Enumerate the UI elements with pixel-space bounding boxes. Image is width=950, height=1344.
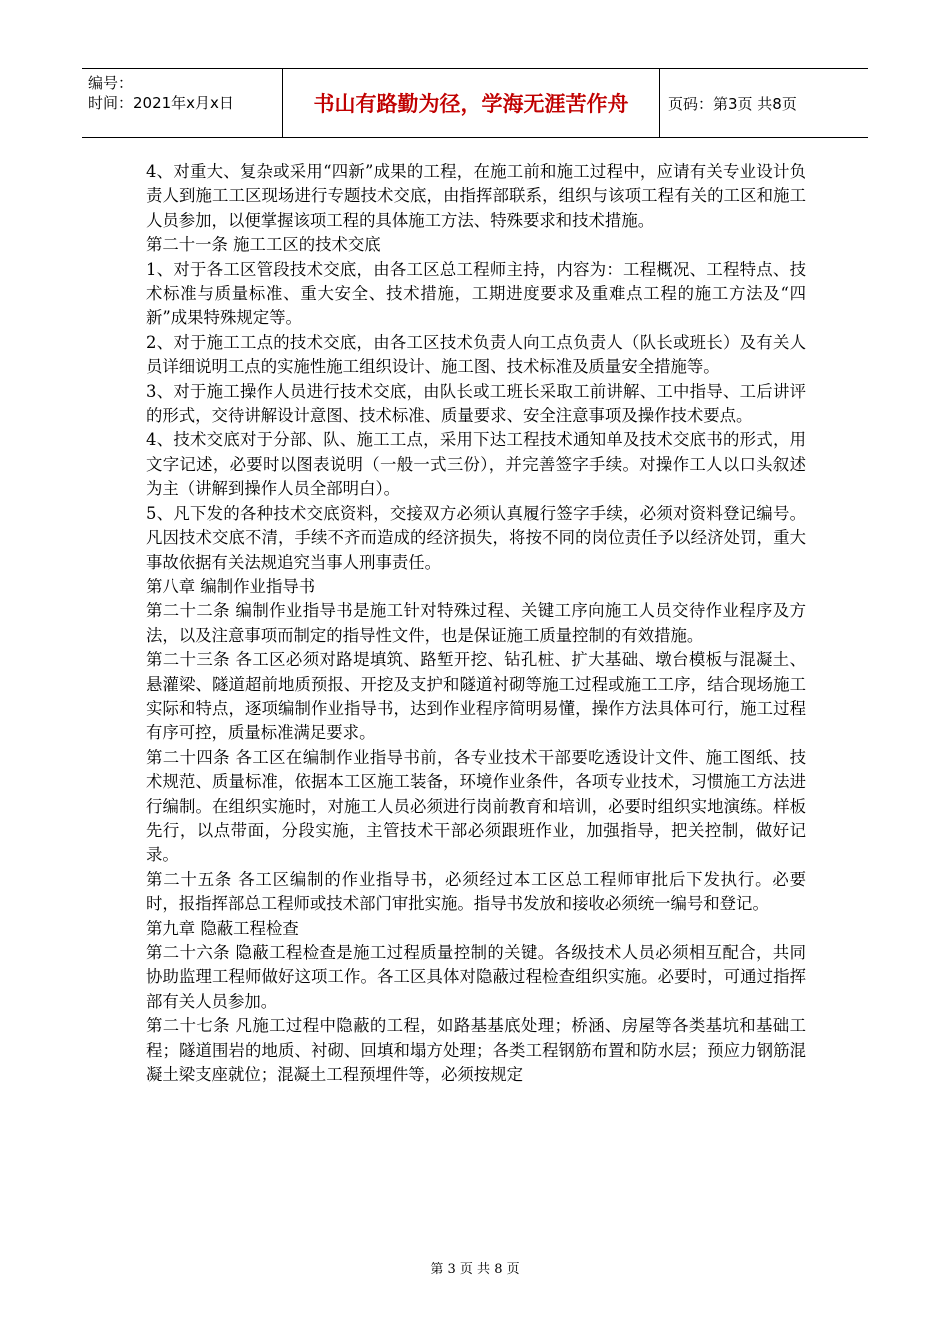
paragraph: 第二十三条 各工区必须对路堤填筑、路堑开挖、钻孔桩、扩大基础、墩台模板与混凝土、悬灌梁、隧道超前地质预报、开挖及支护和隧道衬砌等施工过程或施工工序，结合现场施工实际和特点，逐项编制作业指导书，达到作业程序简明易懂，操作方法具体可行，施工过程有序可控，质量标准满足要求。 [146, 650, 806, 743]
paragraph: 5、凡下发的各种技术交底资料，交接双方必须认真履行签字手续，必须对资料登记编号。凡因技术交底不清，手续不齐而造成的经济损失，将按不同的岗位责任予以经济处罚，重大事故依据有关法规追究当事人刑事责任。 [146, 503, 806, 572]
paragraph: 第二十四条 各工区在编制作业指导书前，各专业技术干部要吃透设计文件、施工图纸、技术规范、质量标准，依据本工区施工装备，环境作业条件，各项专业技术，习惯施工方法进行编制。在组织实施时，对施工人员必须进行岗前教育和培训，必要时组织实地演练。样板先行，以点带面，分段实施，主管技术干部必须跟班作业，加强指导，把关控制，做好记录。 [146, 747, 806, 865]
header-page-info: 页码：第3页 共8页 [668, 94, 797, 113]
paragraph: 第二十六条 隐蔽工程检查是施工过程质量控制的关键。各级技术人员必须相互配合，共同协助监理工程师做好这项工作。各工区具体对隐蔽过程检查组织实施。必要时，可通过指挥部有关人员参加。 [146, 943, 806, 1011]
header-motto: 书山有路勤为径，学海无涯苦作舟 [282, 69, 660, 137]
paragraph: 4、技术交底对于分部、队、施工工点，采用下达工程技术通知单及技术交底书的形式，用文字记述，必要时以图表说明（一般一式三份），并完善签字手续。对操作工人以口头叙述为主（讲解到操作人员全部明白）。 [146, 430, 806, 499]
chapter-heading: 第八章 编制作业指导书 [146, 576, 316, 596]
paragraph: 2、对于施工工点的技术交底，由各工区技术负责人向工点负责人（队长或班长）及有关人员详细说明工点的实施性施工组织设计、施工图、技术标准及质量安全措施等。 [146, 332, 806, 377]
page-header [82, 68, 868, 138]
header-meta [82, 69, 282, 137]
page-footer: 第 3 页 共 8 页 [430, 1262, 520, 1277]
paragraph: 1、对于各工区管段技术交底，由各工区总工程师主持，内容为：工程概况、工程特点、技术标准与质量标准、重大安全、技术措施，工期进度要求及重难点工程的施工方法及“四新”成果特殊规定等。 [146, 259, 806, 328]
paragraph: 3、对于施工操作人员进行技术交底，由队长或工班长采取工前讲解、工中指导、工后讲评的形式，交待讲解设计意图、技术标准、质量要求、安全注意事项及操作技术要点。 [146, 381, 806, 426]
paragraph: 第二十五条 各工区编制的作业指导书，必须经过本工区总工程师审批后下发执行。必要时，报指挥部总工程师或技术部门审批实施。指导书发放和接收必须统一编号和登记。 [146, 869, 806, 914]
paragraph: 第二十二条 编制作业指导书是施工针对特殊过程、关键工序向施工人员交待作业程序及方法，以及注意事项而制定的指导性文件，也是保证施工质量控制的有效措施。 [146, 601, 806, 645]
document-date: 时间：2021年x月x日 [88, 94, 234, 112]
paragraph: 第二十七条 凡施工过程中隐蔽的工程，如路基基底处理；桥涵、房屋等各类基坑和基础工程；隧道围岩的地质、衬砌、回填和塌方处理；各类工程钢筋布置和防水层；预应力钢筋混凝土梁支座就位；混凝土工程预埋件等，必须按规定 [146, 1016, 806, 1085]
document-number-label: 编号： [88, 74, 134, 92]
paragraph: 4、对重大、复杂或采用“四新”成果的工程，在施工前和施工过程中，应请有关专业设计负责人到施工工区现场进行专题技术交底，由指挥部联系，组织与该项工程有关的工区和施工人员参加，以便掌握该项工程的具体施工方法、特殊要求和技术措施。 [146, 162, 806, 230]
document-body [146, 160, 806, 1087]
section-heading: 第二十一条 施工工区的技术交底 [146, 235, 381, 255]
chapter-heading: 第九章 隐蔽工程检查 [146, 918, 299, 938]
